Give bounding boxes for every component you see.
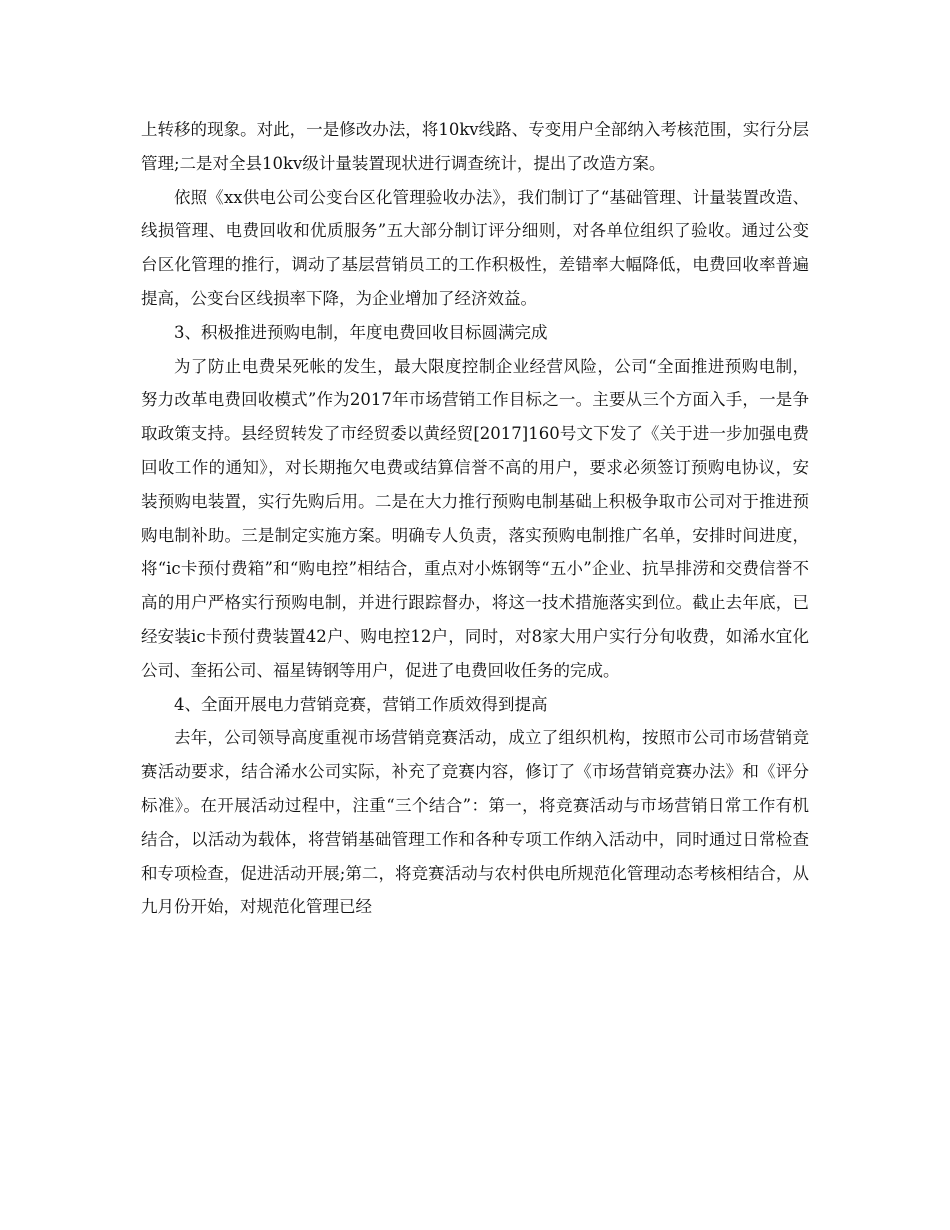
section-heading: 3、积极推进预购电制，年度电费回收目标圆满完成 xyxy=(174,322,548,342)
section-heading: 4、全面开展电力营销竞赛，营销工作质效得到提高 xyxy=(174,694,548,714)
paragraph: 上转移的现象。对此，一是修改办法，将10kv线路、专变用户全部纳入考核范围，实行分层管理;二是对全县10kv级计量装置现状进行调查统计，提出了改造方案。 xyxy=(141,120,809,173)
paragraph: 依照《xx供电公司公变台区化管理验收办法》，我们制订了“基础管理、计量装置改造、线损管理、电费回收和优质服务”五大部分制订评分细则，对各单位组织了验收。通过公变台区化管理的推行，调动了基层营销员工的工作积极性，差错率大幅降低，电费回收率普遍提高，公变台区线损率下降，为企业增加了经济效益。 xyxy=(141,187,809,308)
paragraph: 去年，公司领导高度重视市场营销竞赛活动，成立了组织机构，按照市公司市场营销竞赛活动要求，结合浠水公司实际，补充了竞赛内容，修订了《市场营销竞赛办法》和《评分标准》。在开展活动过程中，注重“三个结合”：第一，将竞赛活动与市场营销日常工作有机结合，以活动为载体，将营销基础管理工作和各种专项工作纳入活动中，同时通过日常检查和专项检查，促进活动开展;第二，将竞赛活动与农村供电所规范化管理动态考核相结合，从九月份开始，对规范化管理已经 xyxy=(141,728,809,917)
paragraph: 为了防止电费呆死帐的发生，最大限度控制企业经营风险，公司“全面推进预购电制，努力改革电费回收模式”作为2017年市场营销工作目标之一。主要从三个方面入手，一是争取政策支持。县经贸转发了市经贸委以黄经贸[2017]160号文下发了《关于进一步加强电费回收工作的通知》，对长期拖欠电费或结算信誉不高的用户，要求必须签订预购电协议，安装预购电装置，实行先购后用。二是在大力推行预购电制基础上积极争取市公司对于推进预购电制补助。三是制定实施方案。明确专人负责，落实预购电制推广名单，安排时间进度，将“ic卡预付费箱”和“购电控”相结合，重点对小炼钢等“五小”企业、抗旱排涝和交费信誉不高的用户严格实行预购电制，并进行跟踪督办，将这一技术措施落实到位。截止去年底，已经安装ic卡预付费装置42户、购电控12户，同时，对8家大用户实行分旬收费，如浠水宜化公司、奎拓公司、福星铸钢等用户，促进了电费回收任务的完成。 xyxy=(141,356,809,680)
document-body xyxy=(141,113,809,924)
